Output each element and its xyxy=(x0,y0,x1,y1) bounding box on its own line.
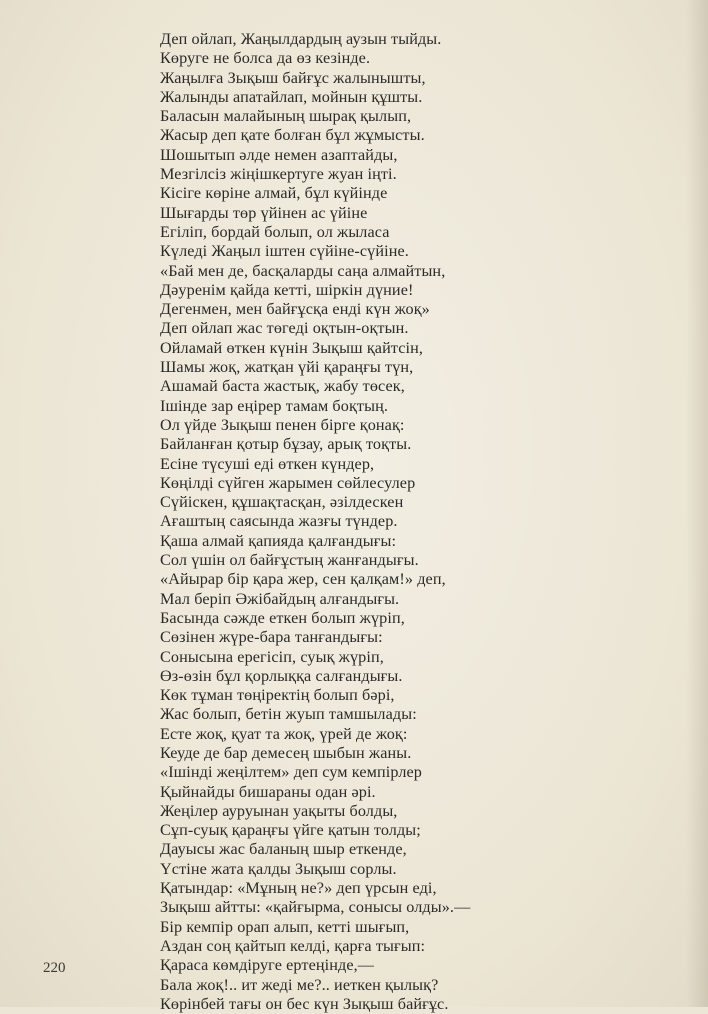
poem-line: Дегенмен, мен байғұсқа енді күн жоқ» xyxy=(160,300,430,319)
poem-line: Егіліп, бордай болып, ол жыласа xyxy=(160,222,390,241)
poem-line: Басында сәжде еткен болып жүріп, xyxy=(160,608,405,627)
poem-line: Ағаштың саясында жазғы түндер. xyxy=(160,512,398,531)
poem-line: Көк тұман төңіректің болып бәрі, xyxy=(160,686,395,705)
poem-line: Көрінбей тағы он бес күн Зықыш байғұс. xyxy=(160,994,449,1013)
poem-line: Жас болып, бетін жуып тамшылады: xyxy=(160,705,417,724)
poem-line: Сонысына ерегісіп, суық жүріп, xyxy=(160,647,384,666)
poem-line: Жасыр деп қате болған бұл жұмысты. xyxy=(160,126,425,145)
poem-line: Күледі Жаңыл іштен сүйіне-сүйіне. xyxy=(160,242,409,261)
poem-line: Есте жоқ, қуат та жоқ, үрей де жоқ: xyxy=(160,724,408,743)
poem-line: Үстіне жата қалды Зықыш сорлы. xyxy=(160,859,397,878)
poem-line: Сүйіскен, құшақтасқан, әзілдескен xyxy=(160,493,404,512)
poem-line: Мезгілсіз жіңішкертуге жуан іңті. xyxy=(160,165,397,184)
poem-line: Жеңілер ауруынан уақыты болды, xyxy=(160,801,398,820)
poem-line: Өз-өзін бұл қорлыққа салғандығы. xyxy=(160,666,403,685)
poem-line: Деп ойлап, Жаңылдардың аузын тыйды. xyxy=(160,30,442,48)
poem-line: «Айырар бір қара жер, сен қалқам!» деп, xyxy=(160,570,446,589)
poem-line: Шығарды төр үйінен ас үйіне xyxy=(160,203,368,222)
poem-line: Қыйнайды бишараны одан әрі. xyxy=(160,782,376,801)
poem-line: Сол үшін ол байғұстың жанғандығы. xyxy=(160,551,419,570)
poem-line: Бір кемпір орап алып, кетті шығып, xyxy=(160,917,410,936)
poem-line: «Бай мен де, басқаларды саңа алмайтын, xyxy=(160,261,446,280)
poem-line: Ашамай баста жастық, жабу төсек, xyxy=(160,377,405,396)
poem-line: Аздан соң қайтып келді, қарға тығып: xyxy=(160,936,426,955)
poem-line: Ішінде зар еңірер тамам боқтың. xyxy=(160,396,388,415)
poem-line: Ойламай өткен күнін Зықыш қайтсін, xyxy=(160,338,424,357)
poem-line: Дауысы жас баланың шыр еткенде, xyxy=(160,840,407,859)
poem-line: Ол үйде Зықыш пенен бірге қонақ: xyxy=(160,415,405,434)
poem-line: Қатындар: «Мұның не?» деп үрсын еді, xyxy=(160,879,437,898)
poem-line: Есіне түсуші еді өткен күндер, xyxy=(160,454,375,473)
page-edge-shadow xyxy=(686,0,708,1007)
poem-line: Бала жоқ!.. ит жеді ме?.. иеткен қылық? xyxy=(160,975,439,994)
poem-line: Көруге не болса да өз кезінде. xyxy=(160,49,371,68)
page-number: 220 xyxy=(43,960,66,976)
poem-line: Зықыш айтты: «қайғырма, сонысы олды».— xyxy=(160,898,471,917)
poem-line: Деп ойлап жас төгеді оқтын-оқтын. xyxy=(160,319,409,338)
poem-line: Сөзінен жүре-бара танғандығы: xyxy=(160,628,383,647)
poem-line: «Ішінді жеңілтем» деп сум кемпірлер xyxy=(160,763,422,782)
poem-line: Қараса көмдіруге ертеңінде,— xyxy=(160,956,375,975)
poem-line: Кісіге көріне алмай, бұл күйінде xyxy=(160,184,388,203)
poem-line: Сұп-суық қараңғы үйге қатын толды; xyxy=(160,821,421,840)
poem-line: Кеуде де бар демесең шыбын жаны. xyxy=(160,743,412,762)
poem-line: Жалынды апатайлап, мойнын құшты. xyxy=(160,87,423,106)
poem-line: Қаша алмай қапияда қалғандығы: xyxy=(160,531,397,550)
poem-line: Дәуренім қайда кетті, шіркін дүние! xyxy=(160,280,414,299)
poem-line: Көңілді сүйген жарымен сөйлесулер xyxy=(160,473,416,492)
poem-line: Шамы жоқ, жатқан үйі қараңғы түн, xyxy=(160,358,414,377)
poem-text xyxy=(160,30,600,1014)
poem-line: Мал беріп Әжібайдың алғандығы. xyxy=(160,589,400,608)
poem-line: Жаңылға Зықыш байғұс жалынышты, xyxy=(160,68,426,87)
poem-line: Баласын малайының шырақ қылып, xyxy=(160,107,412,126)
poem-line: Байланған қотыр бұзау, арық тоқты. xyxy=(160,435,412,454)
poem-line: Шошытып әлде немен азаптайды, xyxy=(160,145,398,164)
